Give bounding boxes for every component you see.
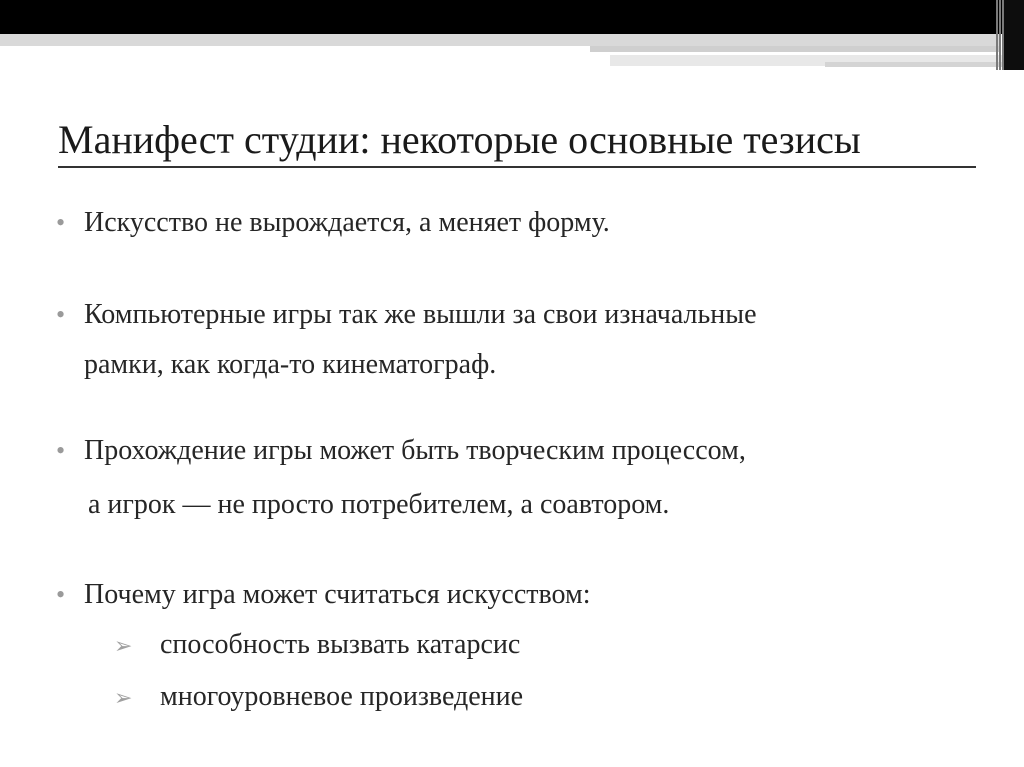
bullet-marker: • (56, 436, 66, 465)
bullet-text: Почему игра может считаться искусством: (84, 579, 591, 610)
bullet-marker: • (56, 208, 66, 237)
slide-title: Манифест студии: некоторые основные тезисы (58, 117, 861, 162)
arrow-bullet-icon: ➢ (114, 685, 133, 710)
sub-item (114, 677, 523, 718)
title-underline (58, 166, 976, 168)
bullet-marker: • (56, 580, 66, 609)
arrow-bullet-icon: ➢ (114, 633, 133, 658)
sub-item (114, 625, 520, 666)
header-band-grey-2 (590, 46, 1000, 52)
bullet-text: Прохождение игры может быть творческим процессом, (84, 435, 746, 466)
header-corner-bar (1004, 0, 1024, 70)
bullet-text: Искусство не вырождается, а меняет форму. (84, 207, 610, 238)
header-line (996, 0, 998, 70)
bullet-item (56, 292, 984, 388)
bullet-text: Компьютерные игры так же вышли за свои изначальные (84, 299, 757, 330)
bullet-item (56, 200, 610, 246)
header-band-grey-4 (825, 62, 1005, 67)
header-band (0, 0, 1024, 34)
sub-item-text: многоуровневое произведение (160, 681, 524, 712)
sub-item-text: способность вызвать катарсис (160, 629, 521, 660)
bullet-text-continued: рамки, как когда-то кинематограф. (84, 349, 497, 380)
bullet-item (56, 428, 984, 528)
header-band-grey (0, 34, 1000, 46)
bullet-text-continued: а игрок — не просто потребителем, а соавтором. (88, 489, 670, 520)
header-line (999, 0, 1001, 70)
bullet-marker: • (56, 300, 66, 329)
bullet-item (56, 572, 984, 618)
header-line (1002, 0, 1004, 70)
